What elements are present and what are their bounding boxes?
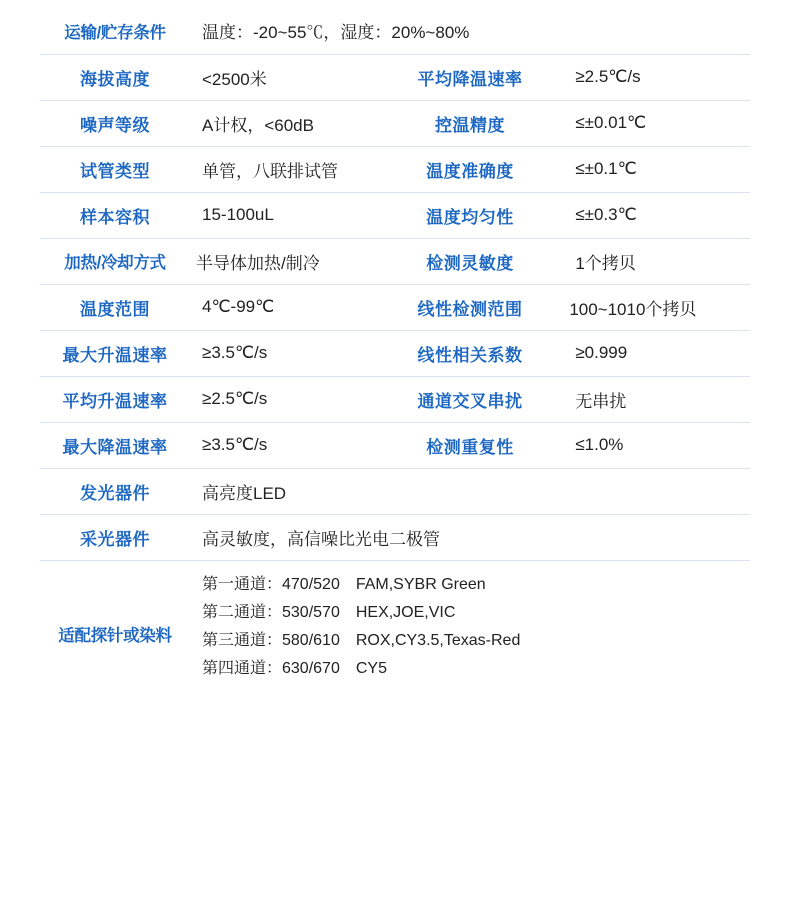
table-row <box>40 376 750 422</box>
specification-table <box>40 8 750 695</box>
row-value: <2500米 <box>190 54 377 100</box>
row-value: ≥3.5℃/s <box>190 330 377 376</box>
row-value: 高亮度LED <box>190 468 750 514</box>
row-value-secondary: ≤1.0% <box>563 422 750 468</box>
row-value-secondary: ≤±0.01℃ <box>563 100 750 146</box>
table-row <box>40 54 750 100</box>
row-label-secondary: 线性检测范围 <box>377 284 564 330</box>
table-row <box>40 192 750 238</box>
table-row <box>40 8 750 54</box>
table-row <box>40 330 750 376</box>
probe-channel-line: 第一通道：470/520 FAM,SYBR Green <box>202 575 486 593</box>
row-label: 海拔高度 <box>40 54 190 100</box>
row-value: ≥2.5℃/s <box>190 376 377 422</box>
table-row <box>40 422 750 468</box>
row-value: A计权，<60dB <box>190 100 377 146</box>
row-value: 高灵敏度，高信噪比光电二极管 <box>190 514 750 560</box>
row-label-secondary: 平均降温速率 <box>377 54 564 100</box>
row-value-secondary: 100~1010个拷贝 <box>563 284 750 330</box>
row-value: 温度：-20~55℃，湿度：20%~80% <box>190 8 750 54</box>
row-label: 温度范围 <box>40 284 190 330</box>
table-row-probes <box>40 560 750 695</box>
row-value: ≥3.5℃/s <box>190 422 377 468</box>
probe-channel-line: 第二通道：530/570 HEX,JOE,VIC <box>202 603 456 621</box>
row-label: 样本容积 <box>40 192 190 238</box>
row-value: 单管，八联排试管 <box>190 146 377 192</box>
row-value: 4℃-99℃ <box>190 284 377 330</box>
row-value: 半导体加热/制冷 <box>190 238 377 284</box>
row-label-secondary: 线性相关系数 <box>377 330 564 376</box>
table-row <box>40 284 750 330</box>
row-label: 最大降温速率 <box>40 422 190 468</box>
row-label-secondary: 检测灵敏度 <box>377 238 564 284</box>
row-label: 噪声等级 <box>40 100 190 146</box>
row-value-secondary: 1个拷贝 <box>563 238 750 284</box>
row-value: 15-100uL <box>190 192 377 238</box>
row-label-secondary: 温度准确度 <box>377 146 564 192</box>
row-label: 运输/贮存条件 <box>40 8 190 54</box>
row-label: 适配探针或染料 <box>58 626 172 645</box>
probe-channel-line: 第三通道：580/610 ROX,CY3.5,Texas-Red <box>202 631 521 649</box>
row-label-secondary: 温度均匀性 <box>377 192 564 238</box>
row-value-secondary: ≥2.5℃/s <box>563 54 750 100</box>
row-label: 试管类型 <box>40 146 190 192</box>
row-label: 平均升温速率 <box>40 376 190 422</box>
row-label-secondary: 检测重复性 <box>377 422 564 468</box>
row-value-secondary: 无串扰 <box>563 376 750 422</box>
row-label: 发光器件 <box>40 468 190 514</box>
probe-channel-list <box>190 560 750 695</box>
row-label: 采光器件 <box>40 514 190 560</box>
table-row <box>40 468 750 514</box>
row-label-secondary: 通道交叉串扰 <box>377 376 564 422</box>
row-label: 加热/冷却方式 <box>40 238 190 284</box>
table-row <box>40 514 750 560</box>
row-value-secondary: ≤±0.1℃ <box>563 146 750 192</box>
table-row <box>40 146 750 192</box>
probe-channel-line: 第四通道：630/670 CY5 <box>202 659 387 677</box>
row-value-secondary: ≥0.999 <box>563 330 750 376</box>
table-row <box>40 238 750 284</box>
table-row <box>40 100 750 146</box>
row-label: 最大升温速率 <box>40 330 190 376</box>
row-value-secondary: ≤±0.3℃ <box>563 192 750 238</box>
row-label-secondary: 控温精度 <box>377 100 564 146</box>
